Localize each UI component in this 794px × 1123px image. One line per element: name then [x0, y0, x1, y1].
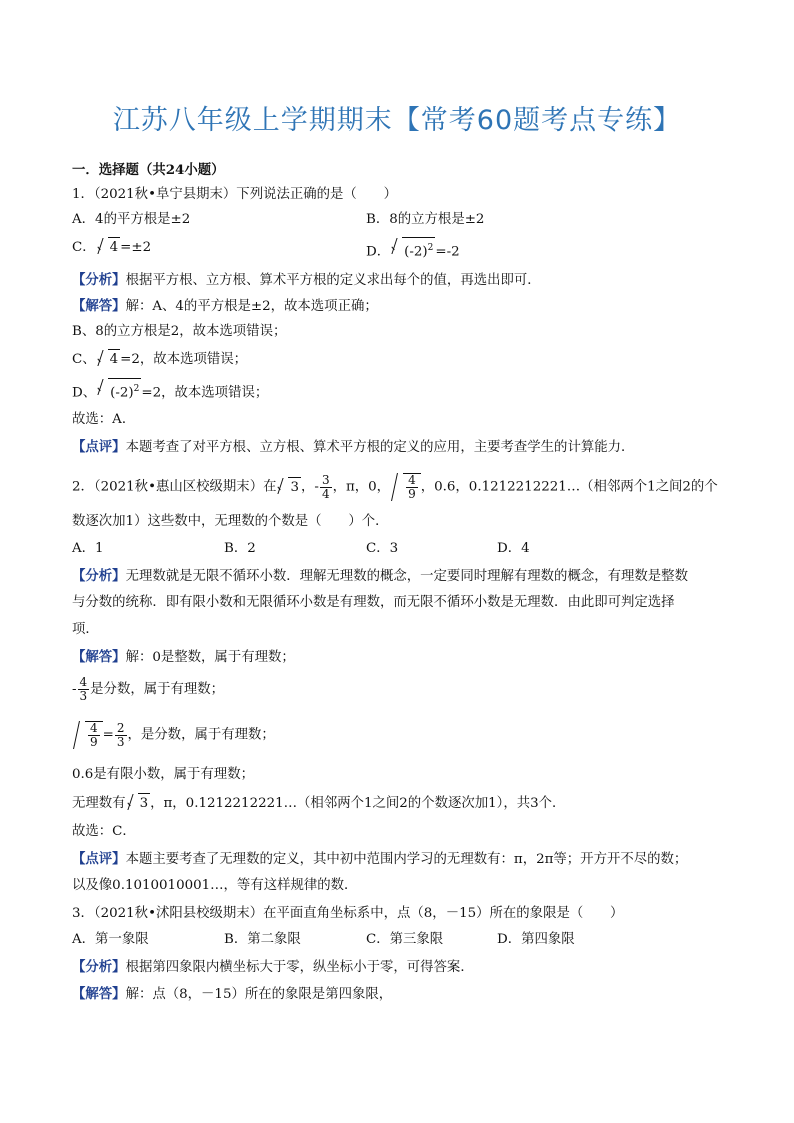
q2-answer-line: - $\frac{4}{3}$ 是分数，属于有理数； [72, 675, 225, 703]
q3-stem: 3．（2021秋•沭阳县校级期末）在平面直角坐标系中，点（8，－15）所在的象限是（ ） [72, 906, 624, 921]
q1-choice: 故选：A． [72, 412, 136, 427]
q2-analysis-line: 项． [72, 622, 99, 637]
page-title: 江苏八年级上学期期末【常考60题考点专练】 [112, 105, 682, 136]
q2-analysis: 【分析】无理数就是无限不循环小数．理解无理数的概念，一定要同时理解有理数的概念，有理数是整数 [72, 568, 688, 584]
q3-answer: 【解答】解：点（8，－15）所在的象限是第四象限， [72, 986, 393, 1002]
section-heading: 一．选择题（共24小题） [72, 162, 225, 178]
q2-answer-line: $\frac{4}{9}$ = $\frac{2}{3}$ ，是分数，属于有理数； [72, 721, 275, 749]
fraction: $\frac{4}{9}$ [90, 721, 98, 749]
sqrt-symbol [390, 473, 421, 501]
q2-option-c: C．3 [366, 541, 399, 556]
q3-option-d: D．第四象限 [497, 932, 575, 947]
q3-option-a: A．第一象限 [72, 932, 149, 947]
q1-analysis: 【分析】根据平方根、立方根、算术平方根的定义求出每个的值，再选出即可． [72, 272, 541, 288]
fraction: $\frac{4}{3}$ [79, 675, 88, 703]
sqrt-symbol [72, 721, 103, 749]
fraction: $\frac{4}{9}$ [408, 473, 416, 501]
q1-stem: 1．（2021秋•阜宁县期末）下列说法正确的是（ ） [72, 187, 397, 202]
q3-analysis: 【分析】根据第四象限内横坐标大于零，纵坐标小于零，可得答案． [72, 959, 474, 975]
q1-answer-line: C、 4 =2，故本选项错误； [72, 349, 247, 370]
q3-option-c: C．第三象限 [366, 932, 444, 947]
sqrt-symbol: 4 [97, 349, 121, 370]
sqrt-symbol: 3 [277, 477, 301, 498]
q2-stem-line: 数逐次加1）这些数中，无理数的个数是（ ）个． [72, 514, 389, 529]
q2-answer-line: 无理数有 3 ，π，0.1212212221…（相邻两个1之间2的个数逐次加1），共3个． [72, 793, 565, 814]
q1-option-c: C． 4 =±2 [72, 237, 151, 258]
q2-option-b: B．2 [224, 541, 256, 556]
q1-option-b: B．8的立方根是±2 [366, 212, 485, 227]
q2-stem: 2．（2021秋•惠山区校级期末）在 3 ，- $\frac{3}{4}$ ，π，0， $\frac{4}{9}$ ，0.6，0.1212212221…（相邻两个1之间2的个 [72, 472, 718, 501]
q2-analysis-line: 与分数的统称．即有限小数和无限循环小数是有理数，而无限不循环小数是无理数．由此即可判定选择 [72, 595, 675, 610]
q1-answer-line: D、 $(-2)^2 =2$，故本选项错误； [72, 378, 268, 403]
q1-option-d: D． $(-2)^2 =-2$ [366, 237, 460, 262]
sqrt-symbol: $(-2)^2$ [97, 378, 141, 403]
q2-comment: 【点评】本题主要考查了无理数的定义，其中初中范围内学习的无理数有：π，2π等；开方开不尽的数； [72, 851, 688, 867]
fraction: $\frac{2}{3}$ [116, 720, 125, 749]
sqrt-symbol: 3 [127, 793, 151, 814]
q1-option-a: A．4的平方根是±2 [72, 212, 191, 227]
q2-comment-line: 以及像0.1010010001…，等有这样规律的数． [72, 878, 358, 893]
q2-answer: 【解答】解：0是整数，属于有理数； [72, 649, 295, 665]
q1-answer-line: B、8的立方根是2，故本选项错误； [72, 324, 287, 339]
q2-option-a: A．1 [72, 541, 104, 556]
q1-answer: 【解答】解：A、4的平方根是±2，故本选项正确； [72, 298, 378, 314]
fraction: $\frac{3}{4}$ [321, 472, 330, 501]
q2-option-d: D．4 [497, 541, 530, 556]
sqrt-symbol: $(-2)^2$ [391, 237, 435, 262]
sqrt-symbol: 4 [97, 237, 121, 258]
q3-option-b: B．第二象限 [224, 932, 301, 947]
q2-choice: 故选：C． [72, 824, 136, 839]
q1-comment: 【点评】本题考查了对平方根、立方根、算术平方根的定义的应用，主要考查学生的计算能力． [72, 439, 635, 455]
q2-answer-line: 0.6是有限小数，属于有理数； [72, 767, 254, 782]
